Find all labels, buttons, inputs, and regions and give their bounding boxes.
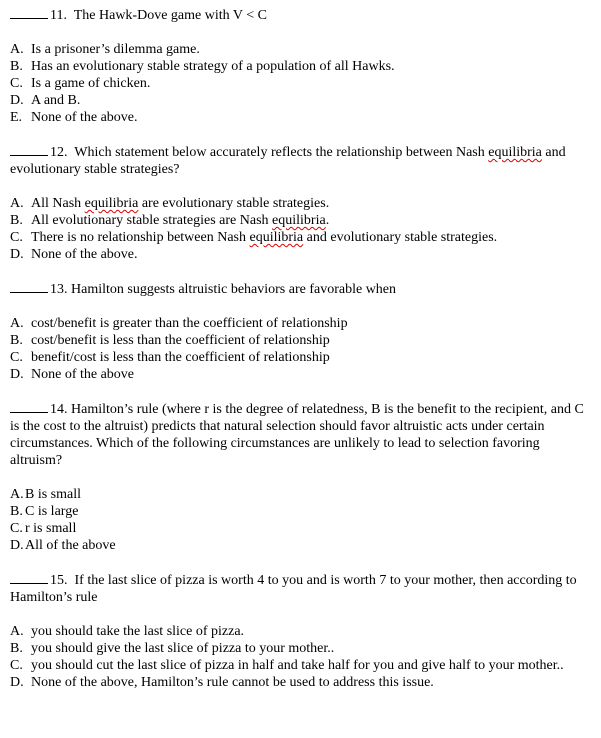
- question-text: Hamilton’s rule (where r is the degree of relatedness, B is the benefit to the recipient, and C is the cost to the altruist) predicts that natural selection should favor altruistic acts under certain circumstances. Which of the following circumstances are unlikely to lead to selection favoring altruism?: [10, 402, 584, 468]
- option-a: [10, 195, 595, 212]
- question-12: [10, 143, 595, 263]
- spellcheck-word[interactable]: equilibria: [249, 230, 304, 245]
- option-c: [10, 75, 595, 92]
- option-text: cost/benefit is less than the coefficient of relationship: [31, 333, 330, 348]
- option-text: None of the above, Hamilton’s rule cannot be used to address this issue.: [31, 675, 434, 690]
- option-letter: B.: [10, 59, 23, 74]
- option-e: [10, 109, 595, 126]
- option-d: [10, 92, 595, 109]
- option-d: [10, 674, 595, 691]
- option-list: [10, 195, 595, 263]
- option-letter: A.: [10, 624, 24, 639]
- option-letter: B.: [10, 504, 23, 519]
- option-text: C is large: [25, 504, 79, 519]
- answer-blank[interactable]: [10, 6, 48, 19]
- option-text: All of the above: [25, 538, 116, 553]
- option-list: [10, 41, 595, 126]
- option-letter: D.: [10, 538, 24, 553]
- question-text-cont: and evolutionary stable strategies?: [10, 145, 566, 177]
- question-number: 12.: [50, 145, 68, 160]
- option-letter: C.: [10, 521, 23, 536]
- option-text: B is small: [25, 487, 82, 502]
- option-b: [10, 58, 595, 75]
- question-stem: [10, 571, 595, 606]
- option-b: [10, 212, 595, 229]
- quiz-page: [10, 6, 595, 708]
- question-11: [10, 6, 595, 126]
- question-text: The Hawk-Dove game with V < C: [73, 8, 267, 23]
- option-letter: C.: [10, 658, 23, 673]
- option-text-cont: and evolutionary stable strategies.: [306, 230, 498, 245]
- question-stem: [10, 400, 595, 469]
- question-15: [10, 571, 595, 691]
- option-text: All Nash: [31, 196, 82, 211]
- option-c: [10, 349, 595, 366]
- option-b: [10, 503, 595, 520]
- option-letter: C.: [10, 76, 23, 91]
- question-number: 15.: [50, 573, 68, 588]
- question-13: [10, 280, 595, 383]
- option-text: you should give the last slice of pizza to your mother..: [31, 641, 335, 656]
- option-d: [10, 246, 595, 263]
- option-a: [10, 486, 595, 503]
- option-letter: B.: [10, 641, 23, 656]
- option-c: [10, 229, 595, 246]
- question-stem: [10, 280, 595, 298]
- option-letter: D.: [10, 93, 24, 108]
- question-number: 14.: [50, 402, 68, 417]
- spellcheck-word[interactable]: equilibria: [488, 145, 542, 160]
- option-letter: B.: [10, 213, 23, 228]
- answer-blank[interactable]: [10, 400, 48, 413]
- option-list: [10, 315, 595, 383]
- option-letter: D.: [10, 367, 24, 382]
- option-text: Has an evolutionary stable strategy of a population of all Hawks.: [31, 59, 395, 74]
- option-c: [10, 657, 595, 674]
- option-text: Is a game of chicken.: [31, 76, 151, 91]
- option-a: [10, 315, 595, 332]
- option-letter: D.: [10, 247, 24, 262]
- option-text: None of the above.: [31, 110, 138, 125]
- question-text: Hamilton suggests altruistic behaviors are favorable when: [71, 282, 397, 297]
- option-text: None of the above: [31, 367, 135, 382]
- option-letter: A.: [10, 42, 24, 57]
- option-text: A and B.: [31, 93, 81, 108]
- question-text: Which statement below accurately reflects the relationship between Nash: [74, 145, 485, 160]
- answer-blank[interactable]: [10, 280, 48, 293]
- option-letter: B.: [10, 333, 23, 348]
- option-c: [10, 520, 595, 537]
- option-a: [10, 623, 595, 640]
- option-text: cost/benefit is greater than the coefficient of relationship: [31, 316, 348, 331]
- option-a: [10, 41, 595, 58]
- option-list: [10, 486, 595, 554]
- answer-blank[interactable]: [10, 571, 48, 584]
- option-text: All evolutionary stable strategies are Nash: [31, 213, 269, 228]
- option-text: None of the above.: [31, 247, 138, 262]
- option-text-cont: .: [325, 213, 330, 228]
- option-b: [10, 640, 595, 657]
- option-text: r is small: [25, 521, 77, 536]
- spellcheck-word[interactable]: equilibria: [272, 213, 326, 228]
- option-b: [10, 332, 595, 349]
- option-text-cont: are evolutionary stable strategies.: [141, 196, 330, 211]
- option-text: Is a prisoner’s dilemma game.: [31, 42, 200, 57]
- option-letter: D.: [10, 675, 24, 690]
- spellcheck-word[interactable]: equilibria: [84, 196, 139, 211]
- option-text: benefit/cost is less than the coefficient of relationship: [31, 350, 330, 365]
- option-d: [10, 366, 595, 383]
- question-number: 13.: [50, 282, 68, 297]
- option-text: you should cut the last slice of pizza in half and take half for you and give half to your mother..: [31, 658, 564, 673]
- question-stem: [10, 143, 595, 178]
- option-letter: E.: [10, 110, 23, 125]
- option-letter: C.: [10, 230, 23, 245]
- option-list: [10, 623, 595, 691]
- option-text: There is no relationship between Nash: [31, 230, 246, 245]
- option-letter: C.: [10, 350, 23, 365]
- option-letter: A.: [10, 196, 24, 211]
- question-stem: [10, 6, 595, 24]
- option-letter: A.: [10, 487, 24, 502]
- question-14: [10, 400, 595, 554]
- answer-blank[interactable]: [10, 143, 48, 156]
- option-letter: A.: [10, 316, 24, 331]
- option-text: you should take the last slice of pizza.: [31, 624, 245, 639]
- question-text: If the last slice of pizza is worth 4 to you and is worth 7 to your mother, then according to Hamilton’s rule: [10, 573, 577, 605]
- option-d: [10, 537, 595, 554]
- question-number: 11.: [50, 8, 67, 23]
